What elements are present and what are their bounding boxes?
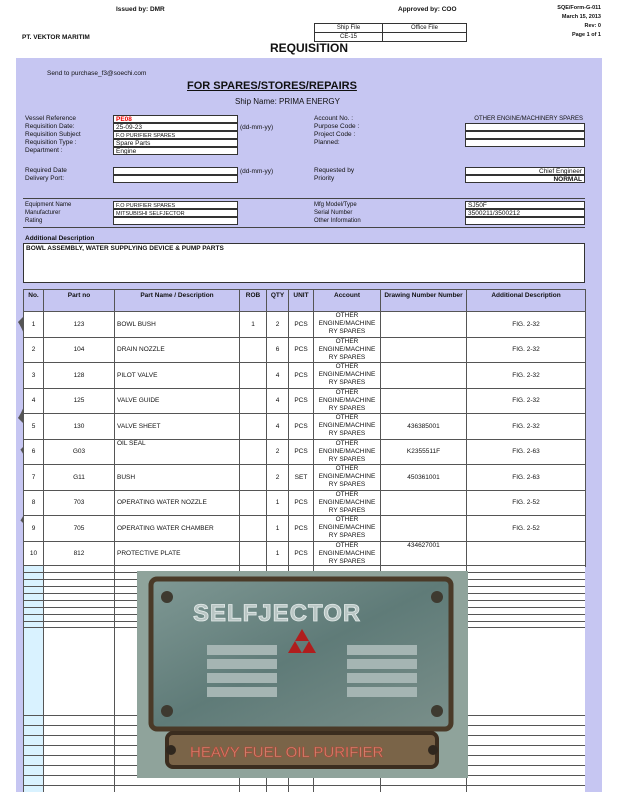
priority-field[interactable]: NORMAL: [465, 175, 585, 183]
account-no-label: Account No. :: [314, 115, 354, 122]
cell-no[interactable]: 1: [24, 312, 44, 338]
account-line: OTHER: [335, 439, 359, 447]
rating-field[interactable]: [113, 217, 238, 225]
cell-qty[interactable]: 1: [267, 490, 289, 516]
col-header-qty: QTY: [267, 290, 289, 312]
cell-qty[interactable]: 2: [267, 465, 289, 491]
col-header-rob: ROB: [240, 290, 267, 312]
account-line: ENGINE/MACHINE: [318, 345, 376, 353]
send-to: Send to purchase_f3@soechi.com: [47, 70, 147, 77]
serial-number-field[interactable]: 3500211/3500212: [465, 209, 585, 217]
cell-additional-description[interactable]: FIG. 2-32: [467, 388, 586, 414]
table-row: [24, 439, 586, 465]
cell-account[interactable]: [314, 516, 381, 542]
cell-account[interactable]: [314, 388, 381, 414]
cell-additional-description[interactable]: FIG. 2-52: [467, 490, 586, 516]
cell-account[interactable]: [314, 465, 381, 491]
requisition-subject-field[interactable]: F.O PURIFIER SPARES: [113, 131, 238, 139]
cell-part-no[interactable]: 703: [44, 490, 115, 516]
cell-part-no[interactable]: 130: [44, 414, 115, 440]
account-line: OTHER: [335, 312, 359, 320]
cell-no[interactable]: 6: [24, 439, 44, 465]
cell-unit[interactable]: PCS: [289, 363, 314, 389]
account-line: ENGINE/MACHINE: [318, 371, 376, 379]
table-row: [24, 541, 586, 567]
cell-drawing-number[interactable]: 450361001: [381, 465, 467, 491]
account-line: OTHER: [335, 414, 359, 422]
divider: [23, 227, 585, 228]
account-line: ENGINE/MACHINE: [318, 498, 376, 506]
cell-rob[interactable]: [240, 388, 267, 414]
cell-rob[interactable]: [240, 414, 267, 440]
requisition-type-field[interactable]: Spare Parts: [113, 139, 238, 147]
cell-qty[interactable]: 4: [267, 363, 289, 389]
cell-account[interactable]: [314, 363, 381, 389]
cell-part-name[interactable]: VALVE GUIDE: [115, 388, 240, 414]
cell-part-no[interactable]: 125: [44, 388, 115, 414]
cell-rob[interactable]: [240, 490, 267, 516]
planned-label: Planned:: [314, 139, 340, 146]
cell-rob[interactable]: [240, 541, 267, 567]
office-file-label: Office File: [382, 23, 467, 33]
account-no-value: OTHER ENGINE/MACHINERY SPARES: [474, 116, 583, 122]
plate-brand-text: SELFJECTOR: [193, 600, 362, 627]
project-code-label: Project Code :: [314, 131, 356, 138]
empty-no-column: [23, 565, 43, 792]
account-line: ENGINE/MACHINE: [318, 447, 376, 455]
divider: [23, 198, 585, 199]
table-row: [24, 388, 586, 414]
table-row: [24, 337, 586, 363]
cell-rob[interactable]: [240, 363, 267, 389]
account-line: RY SPARES: [328, 455, 366, 463]
cell-no[interactable]: 5: [24, 414, 44, 440]
cell-account[interactable]: [314, 414, 381, 440]
cell-rob[interactable]: [240, 439, 267, 465]
cell-no[interactable]: 4: [24, 388, 44, 414]
account-line: RY SPARES: [328, 353, 366, 361]
nameplate-photo: [137, 571, 468, 778]
account-line: RY SPARES: [328, 328, 366, 336]
cell-qty[interactable]: 2: [267, 439, 289, 465]
purpose-code-field[interactable]: [465, 123, 585, 131]
form-id: SQE/Form-G-011: [557, 5, 601, 11]
cell-drawing-number[interactable]: [381, 337, 467, 363]
cell-rob[interactable]: [240, 465, 267, 491]
project-code-field[interactable]: [465, 131, 585, 139]
ship-file-label: Ship File: [314, 23, 383, 33]
table-row: [24, 414, 586, 440]
cell-no[interactable]: 3: [24, 363, 44, 389]
table-row: [24, 490, 586, 516]
account-line: ENGINE/MACHINE: [318, 320, 376, 328]
table-row: [24, 516, 586, 542]
account-line: RY SPARES: [328, 557, 366, 565]
account-line: RY SPARES: [328, 481, 366, 489]
form-page: Page 1 of 1: [571, 32, 601, 38]
department-field[interactable]: Engine: [113, 147, 238, 155]
cell-account[interactable]: [314, 312, 381, 338]
col-header-unit: UNIT: [289, 290, 314, 312]
table-header-row: [24, 290, 586, 312]
col-header-part-no: Part no: [44, 290, 115, 312]
form-rev: Rev: 0: [584, 23, 601, 29]
priority-label: Priority: [314, 175, 335, 182]
account-line: RY SPARES: [328, 506, 366, 514]
office-file-value: [382, 32, 467, 42]
delivery-port-field[interactable]: [113, 175, 238, 183]
account-line: ENGINE/MACHINE: [318, 524, 376, 532]
account-line: ENGINE/MACHINE: [318, 549, 376, 557]
cell-additional-description[interactable]: FIG. 2-32: [467, 312, 586, 338]
account-line: OTHER: [335, 541, 359, 549]
cell-rob[interactable]: 1: [240, 312, 267, 338]
cell-drawing-number[interactable]: [381, 363, 467, 389]
cell-account[interactable]: [314, 439, 381, 465]
account-line: RY SPARES: [328, 379, 366, 387]
company-name: PT. VEKTOR MARITIM: [22, 34, 90, 41]
cell-unit[interactable]: PCS: [289, 337, 314, 363]
cell-no[interactable]: 8: [24, 490, 44, 516]
cell-part-name[interactable]: PILOT VALVE: [115, 363, 240, 389]
department-label: Department :: [25, 147, 63, 154]
account-line: OTHER: [335, 516, 359, 524]
cell-drawing-number[interactable]: [381, 490, 467, 516]
cell-part-no[interactable]: 104: [44, 337, 115, 363]
table-row: [24, 312, 586, 338]
planned-field[interactable]: [465, 139, 585, 147]
col-header-part-name: Part Name / Description: [115, 290, 240, 312]
col-header-additional-description: Additional Description: [467, 290, 586, 312]
table-row: [24, 363, 586, 389]
cell-drawing-number[interactable]: [381, 312, 467, 338]
cell-unit[interactable]: PCS: [289, 490, 314, 516]
cell-qty[interactable]: 2: [267, 312, 289, 338]
other-info-label: Other Information: [314, 218, 361, 224]
purpose-code-label: Purpose Code :: [314, 123, 360, 130]
cell-drawing-number[interactable]: [381, 516, 467, 542]
items-table: [23, 289, 586, 567]
cell-part-name[interactable]: BUSH: [115, 465, 240, 491]
cell-rob[interactable]: [240, 337, 267, 363]
cell-additional-description[interactable]: [467, 541, 586, 567]
cell-unit[interactable]: PCS: [289, 439, 314, 465]
account-line: RY SPARES: [328, 430, 366, 438]
cell-unit[interactable]: PCS: [289, 414, 314, 440]
cell-additional-description[interactable]: FIG. 2-52: [467, 516, 586, 542]
cell-qty[interactable]: 1: [267, 541, 289, 567]
cell-part-no[interactable]: G03: [44, 439, 115, 465]
required-date-label: Required Date: [25, 167, 67, 174]
other-info-field[interactable]: [465, 217, 585, 225]
cell-qty[interactable]: 4: [267, 388, 289, 414]
cell-unit[interactable]: SET: [289, 465, 314, 491]
additional-description-label: Additional Description: [25, 235, 95, 242]
cell-unit[interactable]: PCS: [289, 516, 314, 542]
account-line: OTHER: [335, 490, 359, 498]
cell-rob[interactable]: [240, 516, 267, 542]
vessel-reference-field[interactable]: PE08: [113, 115, 238, 123]
cell-part-no[interactable]: G11: [44, 465, 115, 491]
cell-part-name[interactable]: OIL SEAL: [115, 439, 240, 465]
cell-drawing-number[interactable]: 436385001: [381, 414, 467, 440]
cell-drawing-number[interactable]: [381, 388, 467, 414]
manufacturer-label: Manufacturer: [25, 210, 61, 216]
cell-unit[interactable]: PCS: [289, 388, 314, 414]
cell-account[interactable]: [314, 541, 381, 567]
requisition-type-label: Requisition Type :: [25, 139, 77, 146]
cell-account[interactable]: [314, 337, 381, 363]
form-date: March 15, 2013: [561, 14, 601, 20]
col-header-account: Account: [314, 290, 381, 312]
requisition-subject-label: Requisition Subject: [25, 131, 81, 138]
cell-part-name[interactable]: OPERATING WATER CHAMBER: [115, 516, 240, 542]
mfg-model-label: Mfg Model/Type: [314, 202, 357, 208]
ship-file-value: CE-15: [314, 32, 383, 42]
document-header: [0, 0, 623, 56]
cell-part-name[interactable]: BOWL BUSH: [115, 312, 240, 338]
mfg-model-field[interactable]: SJ50F: [465, 201, 585, 209]
cell-part-name[interactable]: OPERATING WATER NOZZLE: [115, 490, 240, 516]
vessel-reference-label: Vessel Reference: [25, 115, 76, 122]
account-line: OTHER: [335, 363, 359, 371]
cell-no[interactable]: 10: [24, 541, 44, 567]
cell-part-no[interactable]: 812: [44, 541, 115, 567]
requested-by-field[interactable]: Chief Engineer: [465, 167, 585, 175]
equipment-name-label: Equipment Name: [25, 202, 72, 208]
cell-part-no[interactable]: 123: [44, 312, 115, 338]
delivery-port-label: Delivery Port:: [25, 175, 65, 182]
requested-by-label: Requested by: [314, 167, 355, 174]
table-row: [24, 465, 586, 491]
cell-qty[interactable]: 1: [267, 516, 289, 542]
cell-part-name[interactable]: PROTECTIVE PLATE: [115, 541, 240, 567]
account-line: ENGINE/MACHINE: [318, 473, 376, 481]
cell-part-name[interactable]: DRAIN NOZZLE: [115, 337, 240, 363]
cell-additional-description[interactable]: FIG. 2-32: [467, 337, 586, 363]
form-heading: FOR SPARES/STORES/REPAIRS: [187, 80, 357, 92]
cell-additional-description[interactable]: FIG. 2-63: [467, 465, 586, 491]
cell-no[interactable]: 9: [24, 516, 44, 542]
date-format-hint: (dd-mm-yy): [240, 124, 274, 131]
account-line: OTHER: [335, 337, 359, 345]
account-line: RY SPARES: [328, 404, 366, 412]
account-line: RY SPARES: [328, 532, 366, 540]
account-line: OTHER: [335, 465, 359, 473]
serial-number-label: Serial Number: [314, 210, 353, 216]
requisition-date-label: Requisition Date:: [25, 123, 75, 130]
cell-account[interactable]: [314, 490, 381, 516]
equipment-name-field[interactable]: F.O PURIFIER SPARES: [113, 201, 238, 209]
date-format-hint-2: (dd-mm-yy): [240, 168, 274, 175]
approved-by: Approved by: COO: [398, 6, 457, 13]
cell-part-no[interactable]: 705: [44, 516, 115, 542]
manufacturer-field[interactable]: MITSUBISHI SELFJECTOR: [113, 209, 238, 217]
page-title: REQUISITION: [270, 41, 349, 55]
cell-additional-description[interactable]: FIG. 2-32: [467, 414, 586, 440]
cell-unit[interactable]: PCS: [289, 541, 314, 567]
account-line: ENGINE/MACHINE: [318, 396, 376, 404]
nameplate-image: [137, 571, 468, 778]
col-header-no: No.: [24, 290, 44, 312]
cell-part-no[interactable]: 128: [44, 363, 115, 389]
cell-qty[interactable]: 6: [267, 337, 289, 363]
additional-description-field[interactable]: BOWL ASSEMBLY, WATER SUPPLYING DEVICE & PUMP PARTS: [23, 243, 585, 283]
cell-no[interactable]: 2: [24, 337, 44, 363]
ship-name: Ship Name: PRIMA ENERGY: [235, 97, 340, 106]
issued-by: Issued by: DMR: [116, 6, 165, 13]
rating-label: Rating: [25, 218, 43, 224]
required-date-field[interactable]: [113, 167, 238, 175]
cell-unit[interactable]: PCS: [289, 312, 314, 338]
cell-additional-description[interactable]: FIG. 2-32: [467, 363, 586, 389]
cell-part-name[interactable]: VALVE SHEET: [115, 414, 240, 440]
account-line: ENGINE/MACHINE: [318, 422, 376, 430]
cell-drawing-number[interactable]: K2355511F: [381, 439, 467, 465]
cell-additional-description[interactable]: FIG. 2-63: [467, 439, 586, 465]
cell-no[interactable]: 7: [24, 465, 44, 491]
col-header-drawing-number: Drawing Number Number: [381, 290, 467, 312]
cell-drawing-number[interactable]: 434627001: [381, 541, 467, 567]
requisition-date-field[interactable]: 25-09-23: [113, 123, 238, 131]
account-line: OTHER: [335, 388, 359, 396]
plate-caption-text: HEAVY FUEL OIL PURIFIER: [190, 744, 384, 761]
cell-qty[interactable]: 4: [267, 414, 289, 440]
